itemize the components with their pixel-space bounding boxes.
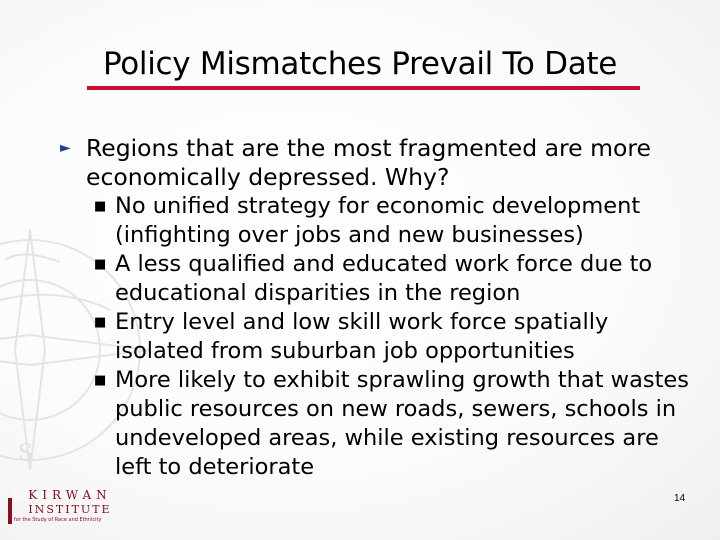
square-bullet-icon: ■ (94, 257, 107, 272)
sub-bullet-text: More likely to exhibit sprawling growth that wastes public resources on new roads, sewers, schools in undeveloped areas, while existing resources are left to deteriorate (115, 367, 689, 480)
kirwan-institute-logo (8, 486, 130, 526)
title-underline (87, 86, 640, 90)
right-triangle-icon: ► (60, 140, 71, 156)
sub-bullet-list (60, 192, 700, 482)
sub-bullet-text: Entry level and low skill work force spatially isolated from suburban job opportunities (115, 309, 609, 364)
logo-name-text: KIRWAN (25, 488, 114, 502)
slide-title: Policy Mismatches Prevail To Date (102, 46, 618, 82)
svg-text:S: S (18, 441, 34, 466)
logo-tagline: for the Study of Race and Ethnicity (14, 517, 102, 523)
page-number: 14 (674, 493, 686, 504)
slide-body (60, 134, 700, 482)
list-item (60, 366, 700, 482)
main-bullet (60, 134, 700, 192)
list-item (60, 192, 700, 250)
list-item (60, 250, 700, 308)
main-bullet-text: Regions that are the most fragmented are more economically depressed. Why? (86, 134, 651, 191)
logo-bar (8, 498, 12, 524)
logo-name (14, 488, 126, 502)
square-bullet-icon: ■ (94, 373, 107, 388)
square-bullet-icon: ■ (94, 315, 107, 330)
list-item (60, 308, 700, 366)
square-bullet-icon: ■ (94, 199, 107, 214)
sub-bullet-text: No unified strategy for economic development (infighting over jobs and new businesses) (115, 193, 641, 248)
logo-institute: INSTITUTE (28, 503, 112, 516)
sub-bullet-text: A less qualified and educated work force due to educational disparities in the region (115, 251, 653, 306)
